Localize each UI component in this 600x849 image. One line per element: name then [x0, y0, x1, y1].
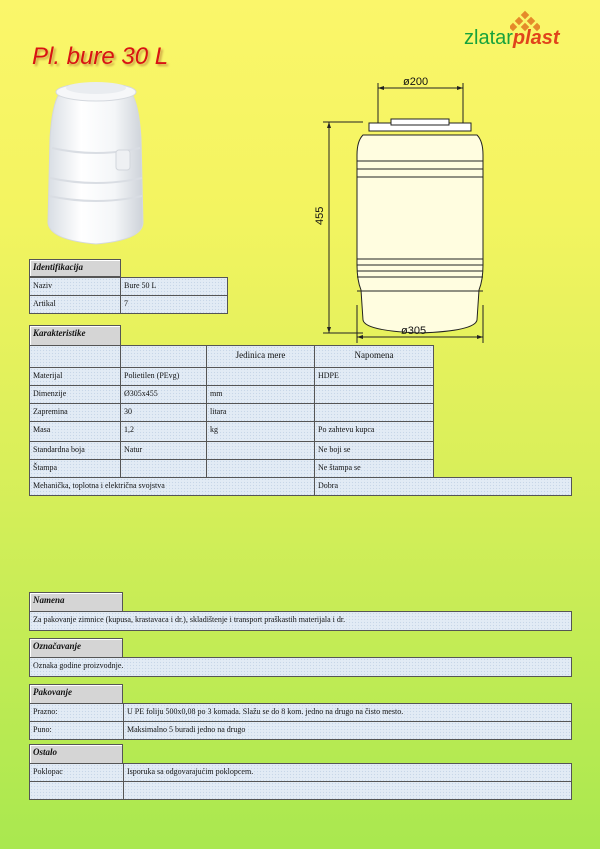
section-header-namena: Namena: [29, 592, 123, 612]
karakteristike-note: Ne štampa se: [314, 459, 434, 478]
karakteristike-label: Materijal: [29, 367, 121, 386]
karakteristike-note: [314, 403, 434, 422]
karakteristike-value: Ø305x455: [120, 385, 207, 404]
bottom-diameter-label: ø305: [401, 325, 427, 337]
karakteristike-value: 30: [120, 403, 207, 422]
karakteristike-label: Standardna boja: [29, 441, 121, 460]
karakteristike-unit: [206, 441, 315, 460]
karakteristike-col-blank-1: [29, 345, 121, 368]
pakovanje-value: Maksimalno 5 buradi jedno na drugo: [123, 721, 572, 740]
karakteristike-unit: mm: [206, 385, 315, 404]
barrel-photo: [44, 78, 147, 246]
karakteristike-col-note: Napomena: [314, 345, 434, 368]
karakteristike-value: Polietilen (PEvg): [120, 367, 207, 386]
namena-text: Za pakovanje zimnice (kupusa, krastavaca i dr.), skladištenje i transport praškastih materijala i dr.: [29, 611, 572, 631]
ostalo-value: Isporuka sa odgovarajućim poklopcem.: [123, 763, 572, 782]
logo-brand: zlatar: [464, 27, 513, 49]
logo-text: [464, 27, 560, 50]
karakteristike-mech-label: Mehanička, toplotna i električna svojstva: [29, 477, 315, 496]
section-header-karakteristike: Karakteristike: [29, 325, 121, 346]
section-header-pakovanje: Pakovanje: [29, 684, 123, 704]
section-header-oznacavanje: Označavanje: [29, 638, 123, 658]
karakteristike-note: HDPE: [314, 367, 434, 386]
page-title: Pl. bure 30 L: [32, 43, 169, 70]
karakteristike-label: Masa: [29, 421, 121, 442]
pakovanje-label: Puno:: [29, 721, 124, 740]
karakteristike-label: Zapremina: [29, 403, 121, 422]
top-diameter-label: ø200: [403, 76, 429, 88]
ostalo-label: Poklopac: [29, 763, 124, 782]
height-label: 455: [314, 206, 326, 225]
technical-drawing: [303, 75, 550, 350]
karakteristike-note: Po zahtevu kupca: [314, 421, 434, 442]
karakteristike-label: Dimenzije: [29, 385, 121, 404]
karakteristike-mech-value: Dobra: [314, 477, 572, 496]
karakteristike-value: 1,2: [120, 421, 207, 442]
karakteristike-label: Štampa: [29, 459, 121, 478]
logo-suffix: plast: [512, 27, 560, 49]
karakteristike-value: Natur: [120, 441, 207, 460]
karakteristike-note: Ne boji se: [314, 441, 434, 460]
oznacavanje-text: Oznaka godine proizvodnje.: [29, 657, 572, 677]
karakteristike-unit: [206, 459, 315, 478]
karakteristike-unit: litara: [206, 403, 315, 422]
karakteristike-note: [314, 385, 434, 404]
pakovanje-label: Prazno:: [29, 703, 124, 722]
pakovanje-value: U PE foliju 500x0,08 po 3 komada. Slažu se do 8 kom. jedno na drugo na čisto mesto.: [123, 703, 572, 722]
karakteristike-col-unit: Jedinica mere: [206, 345, 315, 368]
identifikacija-value-artikal: 7: [120, 295, 228, 314]
identifikacija-value-naziv: Bure 50 L: [120, 277, 228, 296]
karakteristike-unit: [206, 367, 315, 386]
ostalo-value: [123, 781, 572, 800]
ostalo-label: [29, 781, 124, 800]
section-header-ostalo: Ostalo: [29, 744, 123, 764]
karakteristike-value: [120, 459, 207, 478]
identifikacija-label-artikal: Artikal: [29, 295, 121, 314]
karakteristike-unit: kg: [206, 421, 315, 442]
identifikacija-label-naziv: Naziv: [29, 277, 121, 296]
karakteristike-col-blank-2: [120, 345, 207, 368]
section-header-identifikacija: Identifikacija: [29, 259, 121, 277]
